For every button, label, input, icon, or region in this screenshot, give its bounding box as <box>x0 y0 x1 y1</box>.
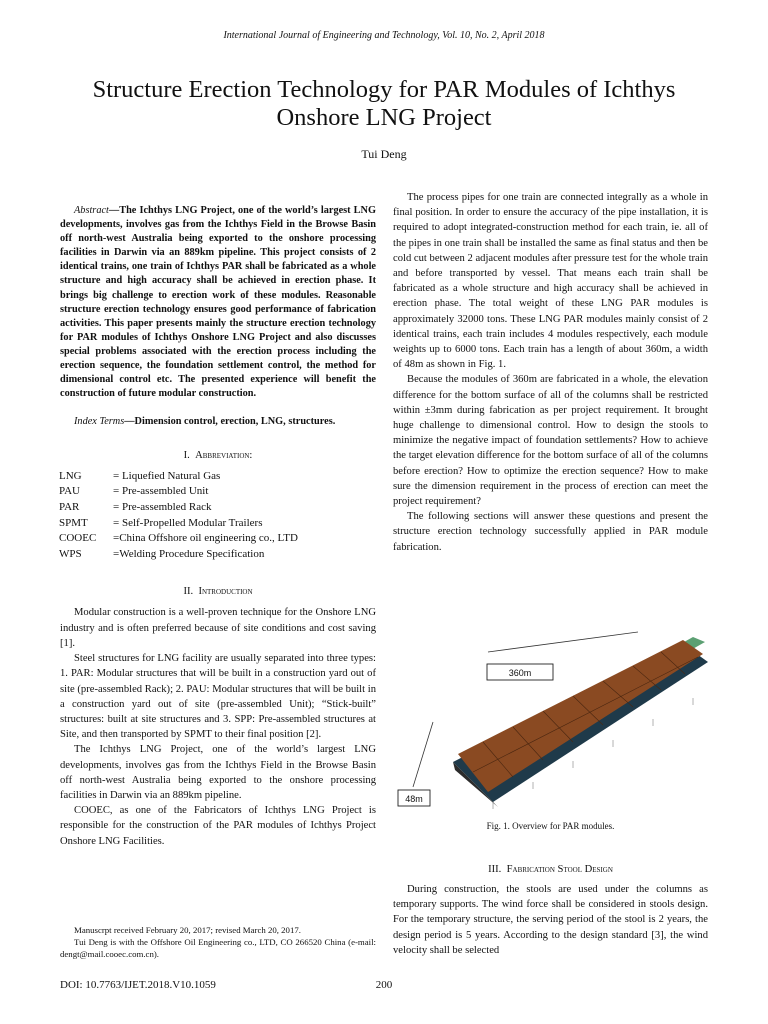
width-dimension-line <box>413 722 433 787</box>
abbreviation-term: PAU <box>59 485 80 498</box>
abbreviation-row <box>59 500 298 516</box>
abbreviation-definition: = Pre-assembled Rack <box>113 500 212 513</box>
footnote <box>60 924 376 960</box>
abstract-text: —The Ichthys LNG Project, one of the world’s largest LNG developments, involves gas from the Ichthys Field in the Browse Basin off north-west Australia being exported to the onshore processing facilities in Darwin via an 889km pipeline. This project consists of 2 identical trains, one train of Ichthys PAR shall be fabricated as a whole structure and high accuracy shall be achieved in erection phase. It brings big challenge to erection work of these modules. Reasonable structure erection technology ensures good performance of fabrication activities. This paper presents mainly the structure erection technology for PAR modules of Ichthys Onshore LNG Project and also discusses special problems associated with the erection process including the erection sequence, the foundation settlement control, the method for dimensional control etc. The presented experience will benefit the construction of future modular construction. <box>60 205 376 400</box>
abbreviation-definition: = Liquefied Natural Gas <box>113 469 221 482</box>
section-number: II. <box>183 586 194 598</box>
section-title: Introduction <box>198 586 253 598</box>
length-label: 360m <box>508 668 532 678</box>
fabrication-section-text <box>393 882 708 962</box>
abbreviation-definition: =Welding Procedure Specification <box>113 547 265 560</box>
par-modules-figure <box>393 612 718 812</box>
paper-title: Structure Erection Technology for PAR Modules of Ichthys Onshore LNG Project <box>92 76 676 131</box>
abbreviation-term: LNG <box>59 469 82 482</box>
body-paragraph: The following sections will answer these questions and present the structure erection technology successfully applied in PAR module fabrication. <box>393 511 708 553</box>
abbreviation-term: COOEC <box>59 532 97 545</box>
abbreviation-row <box>59 469 298 485</box>
abbreviation-term: SPMT <box>59 516 88 529</box>
right-column <box>393 190 708 555</box>
abbreviation-row <box>59 547 298 563</box>
footnote-received: Manuscrpt received February 20, 2017; revised March 20, 2017. <box>74 925 301 935</box>
section-title: Abbreviation: <box>195 449 253 461</box>
abbreviation-table <box>59 469 298 563</box>
body-paragraph: Because the modules of 360m are fabricated in a whole, the elevation difference for the bottom surface of all of the columns shall be restricted within ±3mm during fabrication as per project requirement. It brought huge challenge to dimensional control. How to design the stools to minimize the negative impact of foundation settlements? How to achieve the target elevation difference for the bottom surface of all of the columns before erection? How to optimize the erection sequence? How to make sure the dimension requirement in the process of erection can meet the project requirement? <box>393 374 708 508</box>
abbreviation-row <box>59 531 298 547</box>
section-number: I. <box>183 449 190 461</box>
abstract <box>60 204 376 401</box>
intro-paragraph: COOEC, as one of the Fabricators of Ichthys LNG Project is responsible for the construction of the PAR modules of Ichthys Project Onshore LNG Facilities. <box>60 805 376 847</box>
module-roof-shape <box>458 640 703 792</box>
footnote-affiliation: Tui Deng is with the Offshore Oil Engineering co., LTD, CO 266520 China (e-mail: dengt@mail.cooec.com.cn). <box>60 937 376 959</box>
abbreviation-definition: = Self-Propelled Modular Trailers <box>113 516 263 529</box>
abbreviation-definition: =China Offshore oil engineering co., LTD <box>113 532 298 545</box>
intro-paragraph: Modular construction is a well-proven technique for the Onshore LNG industry and is often preferred because of site conditions and cost saving [1]. <box>60 607 376 649</box>
section-heading-fabrication <box>393 864 708 875</box>
intro-paragraph: The Ichthys LNG Project, one of the world’s largest LNG developments, involves gas from the Ichthys Field in the Browse Basin off north-west Australia being exported to the onshore processing facilities in Darwin via an 889km pipeline. <box>60 744 376 801</box>
abbreviation-term: WPS <box>59 547 82 560</box>
abstract-label: Abstract <box>74 205 109 216</box>
body-paragraph: The process pipes for one train are connected integrally as a whole in final position. In order to ensure the accuracy of the pipe installation, it is required to adopt integrated-construction method for each train, ie. all of the pipes in one train shall be installed the same as final status and then be cold cut between 2 adjacent modules after pressure test for the whole train and before transported by vessel. That means each train shall be fabricated as a whole structure and high accuracy shall be achieved in erection phase. The total weight of these LNG PAR modules is approximately 32000 tons. These LNG PAR modules mainly consist of 2 identical trains, each train includes 4 modules respectively, each module weights up to 6000 tons. Each train has a length of about 360m, a width of 48m as shown in Fig. 1. <box>393 192 708 371</box>
index-terms-text: —Dimension control, erection, LNG, structures. <box>124 416 336 428</box>
section-heading-introduction <box>60 584 376 599</box>
journal-header: International Journal of Engineering and Technology, Vol. 10, No. 2, April 2018 <box>223 30 545 41</box>
section-title: Fabrication Stool Design <box>506 864 613 875</box>
abbreviation-term: PAR <box>59 500 80 513</box>
left-column <box>60 204 376 849</box>
page-number: 200 <box>375 979 393 991</box>
abbreviation-row <box>59 516 298 532</box>
body-paragraph: During construction, the stools are used under the columns as temporary supports. The wind force shall be considered in stools design. For the temporary structure, the serving period of the stool is 2 years, the design period is 5 years. According to the design standard [3], the wind velocity shall be selected <box>393 884 708 956</box>
section-heading-abbreviation <box>60 448 376 463</box>
width-label: 48m <box>405 794 423 804</box>
doi: DOI: 10.7763/IJET.2018.V10.1059 <box>60 979 216 991</box>
index-terms <box>60 414 376 429</box>
paper-author: Tui Deng <box>361 147 407 161</box>
section-number: III. <box>488 864 502 875</box>
abbreviation-definition: = Pre-assembled Unit <box>113 485 209 498</box>
length-dimension-line <box>488 632 638 652</box>
index-terms-label: Index Terms <box>74 416 125 428</box>
intro-paragraph: Steel structures for LNG facility are usually separated into three types: 1. PAR: Modular structures that will be built in a construction yard out of site (pre-assembled Rack); 2. PAU: Modular structures that will be built in a construction yard out of site (pre-assembled Unit); “Stick-built” structures: built at site structures and 3. SPP: Pre-assembled structures at Site, and then transported by SPMT to their final position [2]. <box>60 653 376 741</box>
figure-caption: Fig. 1. Overview for PAR modules. <box>486 821 615 831</box>
abbreviation-row <box>59 484 298 500</box>
